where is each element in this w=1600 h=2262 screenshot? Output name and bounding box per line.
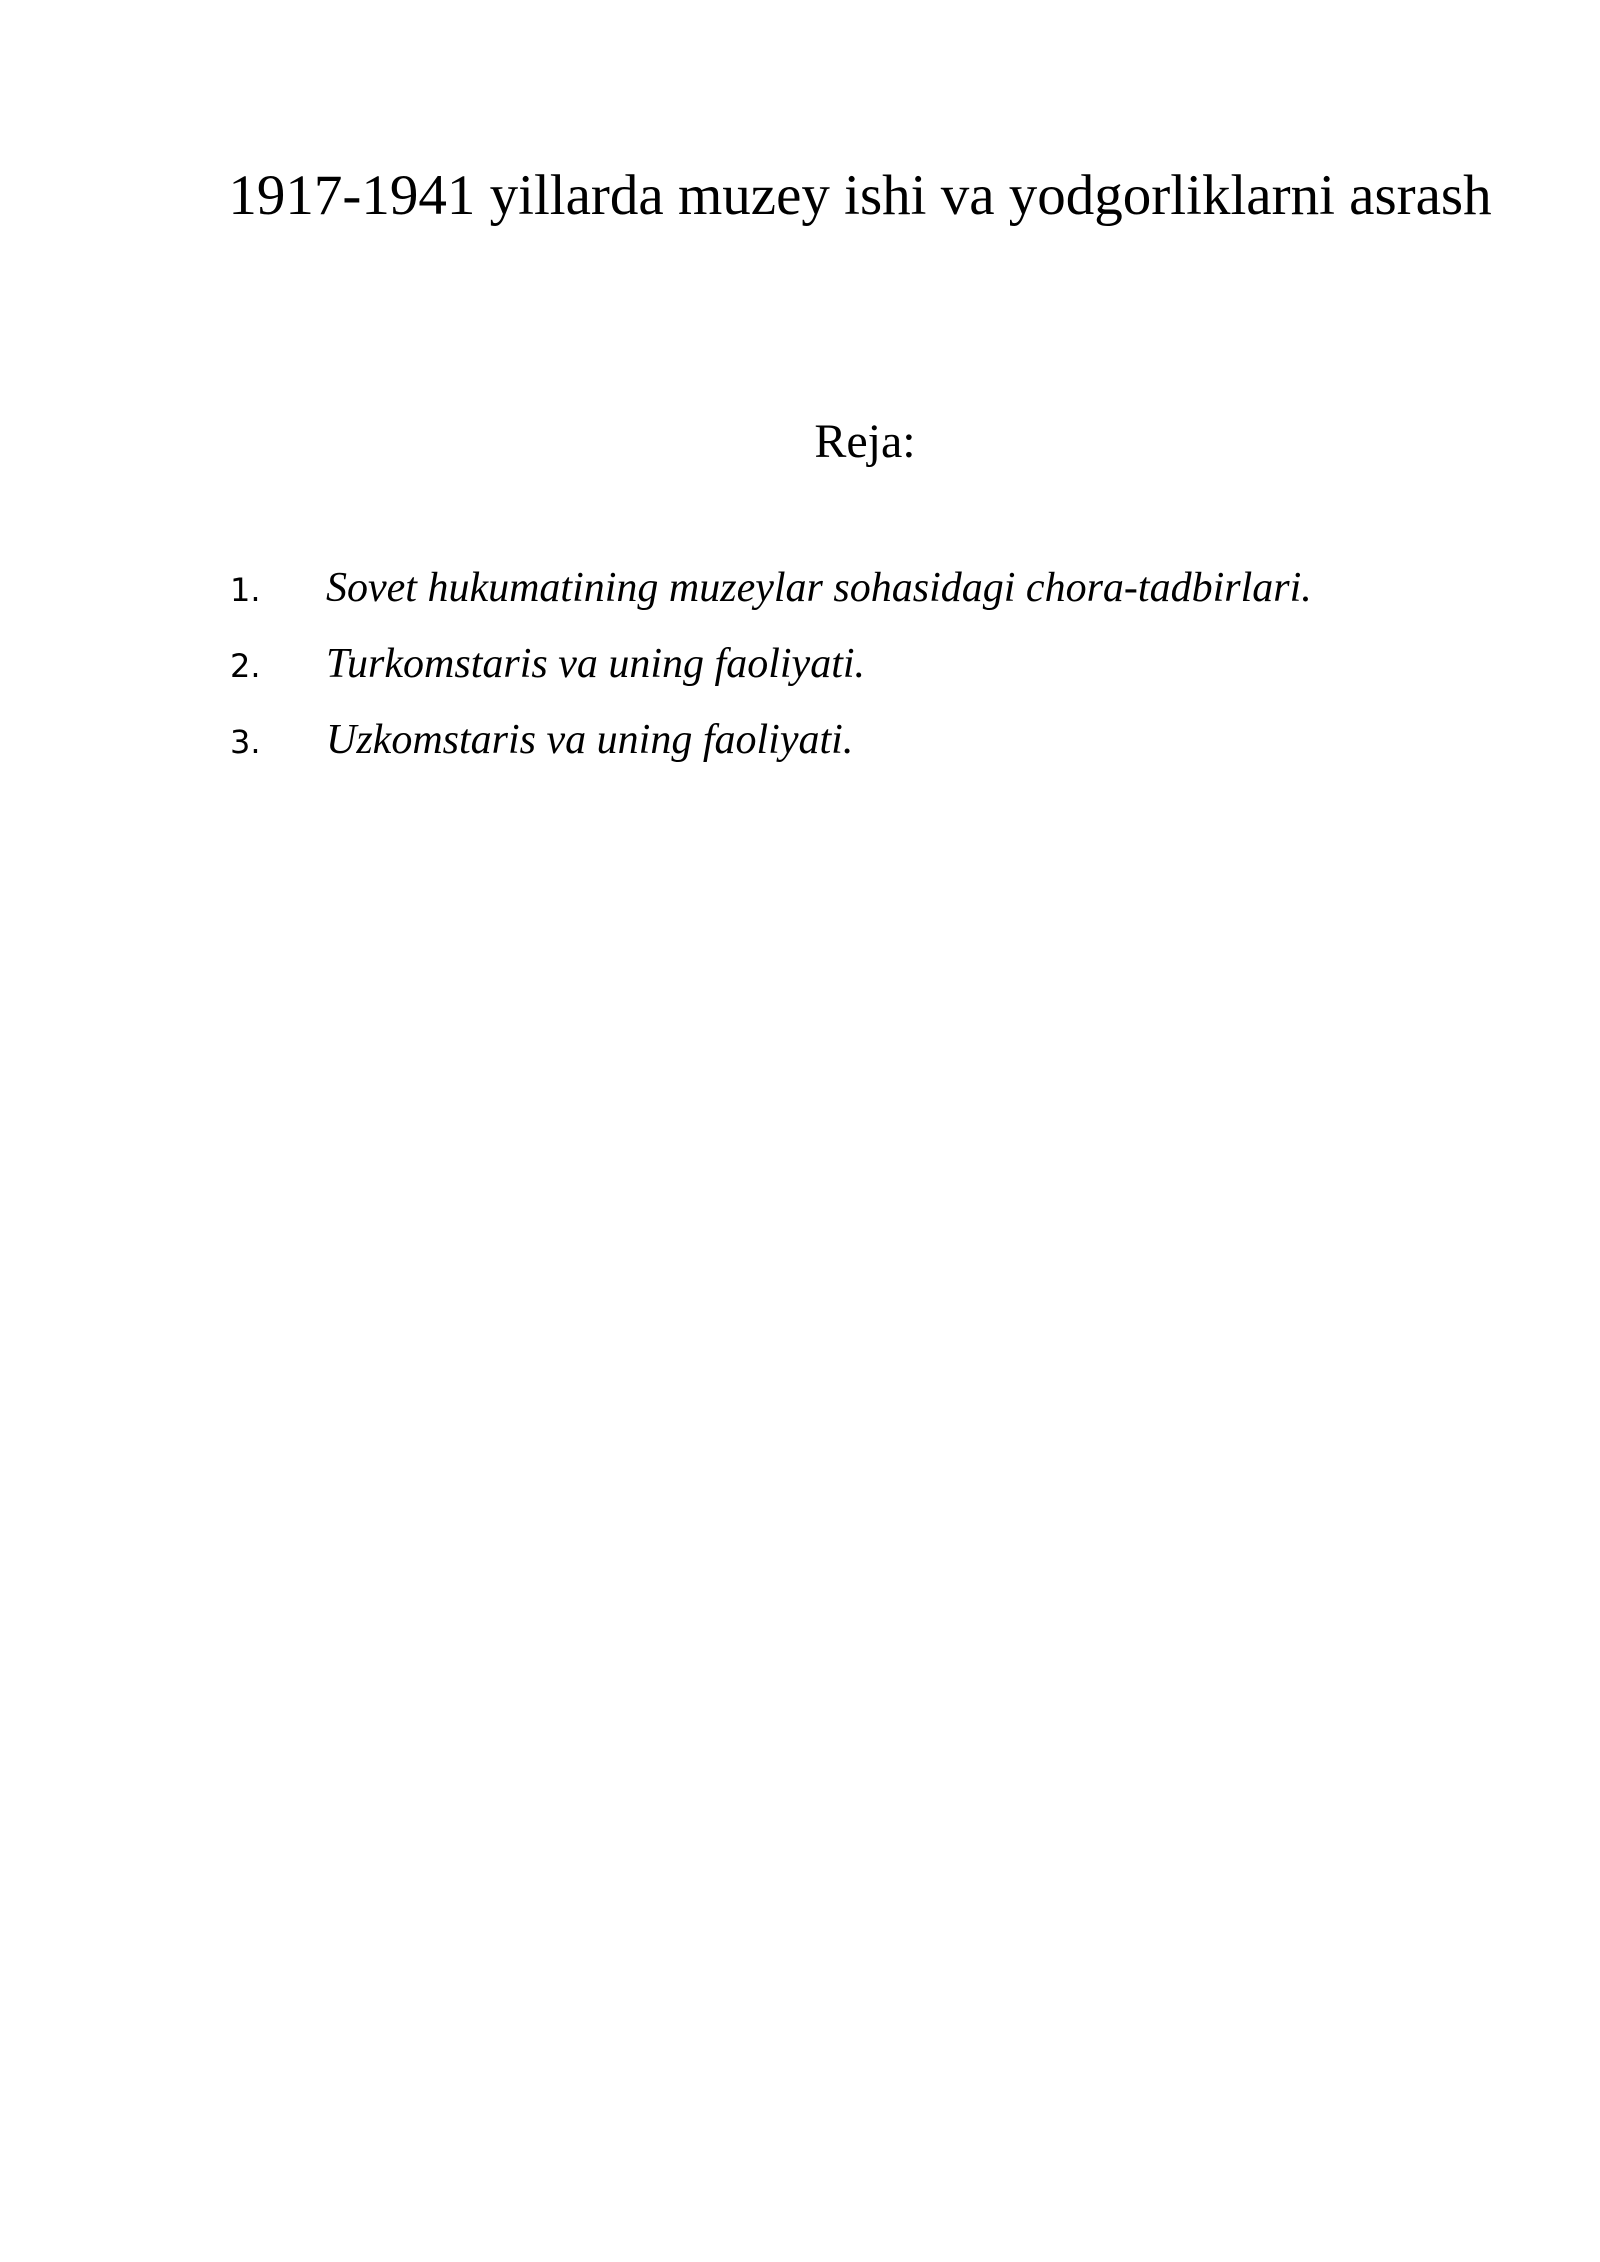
plan-heading: Reja:: [814, 415, 916, 468]
plan-list: [230, 564, 1480, 792]
plan-item-text: Turkomstaris va uning faoliyati.: [326, 641, 866, 687]
document-title: 1917-1941 yillarda muzey ishi va yodgorliklarni asrash: [228, 164, 1492, 227]
plan-item-text: Uzkomstaris va uning faoliyati.: [326, 717, 854, 763]
plan-item: [230, 716, 1480, 792]
plan-item: [230, 564, 1480, 640]
plan-item: [230, 640, 1480, 716]
plan-item-number: 1.: [230, 571, 261, 609]
plan-item-number: 2.: [230, 647, 261, 685]
plan-item-number: 3.: [230, 723, 261, 761]
plan-item-text: Sovet hukumatining muzeylar sohasidagi chora-tadbirlari.: [326, 565, 1312, 611]
